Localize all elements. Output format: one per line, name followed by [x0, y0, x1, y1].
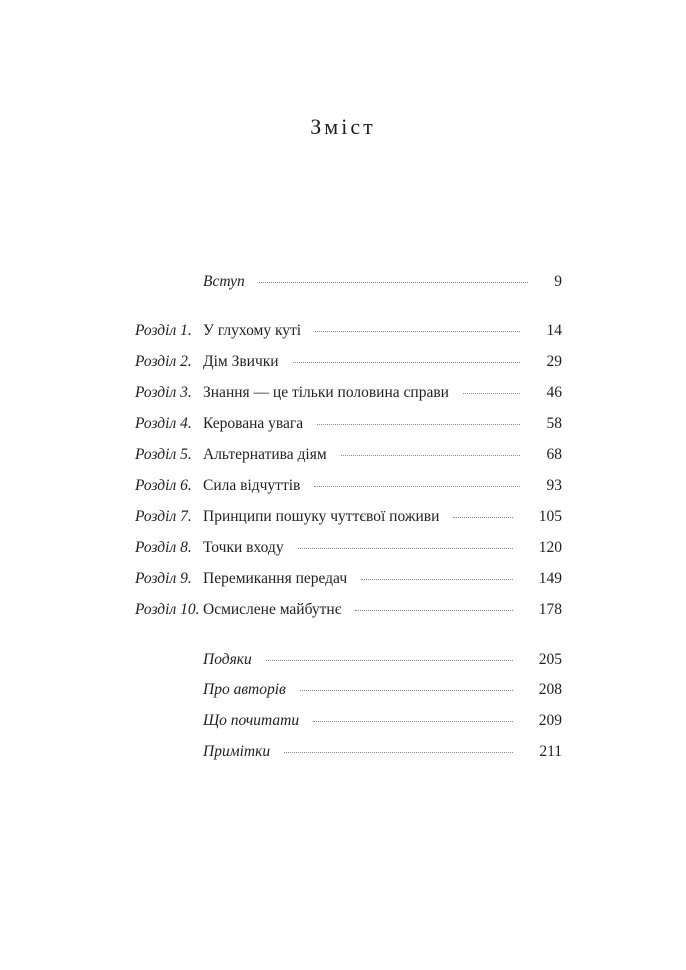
toc-entry-notes[interactable] — [0, 741, 686, 763]
toc-page-number: 58 — [546, 415, 562, 432]
toc-entry-title: Сила відчуттів — [203, 477, 301, 494]
toc-page-number: 178 — [538, 601, 562, 618]
toc-entry-body — [203, 537, 513, 559]
toc-entry-chapter-4[interactable] — [0, 413, 686, 435]
toc-entry-body — [203, 320, 520, 342]
page-title: Зміст — [310, 114, 376, 139]
chapter-label: Розділ 4. — [135, 415, 192, 432]
chapter-label: Розділ 10. — [135, 601, 200, 618]
toc-entry-body — [203, 710, 513, 732]
toc-page-number: 149 — [538, 570, 562, 587]
toc-entry-body — [203, 351, 520, 373]
leader-dots — [355, 610, 513, 611]
toc-entry-about-authors[interactable] — [0, 679, 686, 701]
toc-entry-intro[interactable] — [0, 271, 686, 293]
toc-entry-chapter-3[interactable] — [0, 382, 686, 404]
toc-entry-chapter-8[interactable] — [0, 537, 686, 559]
toc-entry-body — [203, 475, 520, 497]
leader-dots — [293, 362, 520, 363]
chapter-label: Розділ 6. — [135, 477, 192, 494]
toc-page-number: 105 — [538, 508, 562, 525]
chapter-label: Розділ 8. — [135, 539, 192, 556]
toc-entry-chapter-6[interactable] — [0, 475, 686, 497]
chapter-label: Розділ 2. — [135, 353, 192, 370]
toc-entry-title: Точки входу — [203, 539, 284, 556]
toc-entry-title: Знання — це тільки половина справи — [203, 384, 449, 401]
toc-entry-title: Вступ — [203, 273, 245, 290]
toc-entry-chapter-10[interactable] — [0, 599, 686, 621]
toc-entry-title: Принципи пошуку чуттєвої поживи — [203, 508, 440, 525]
toc-entry-title: Перемикання передач — [203, 570, 348, 587]
chapter-label: Розділ 3. — [135, 384, 192, 401]
toc-entry-further-reading[interactable] — [0, 710, 686, 732]
chapter-label: Розділ 7. — [135, 508, 192, 525]
toc-entry-body — [203, 271, 528, 293]
toc-page-number: 14 — [546, 322, 562, 339]
toc-entry-body — [203, 413, 520, 435]
toc-page-number: 208 — [538, 681, 562, 698]
leader-dots — [453, 517, 513, 518]
toc-entry-title: Подяки — [203, 651, 252, 668]
leader-dots — [314, 486, 520, 487]
toc-entry-body — [203, 599, 513, 621]
toc-entry-acknowledgements[interactable] — [0, 649, 686, 671]
toc-entry-chapter-2[interactable] — [0, 351, 686, 373]
toc-page-number: 68 — [546, 446, 562, 463]
toc-entry-body — [203, 506, 513, 528]
toc-entry-title: Що почитати — [203, 712, 300, 729]
chapter-label: Розділ 1. — [135, 322, 192, 339]
toc-entry-body — [203, 568, 513, 590]
leader-dots — [361, 579, 513, 580]
toc-page-number: 93 — [546, 477, 562, 494]
toc-page-number: 120 — [538, 539, 562, 556]
toc-entry-chapter-1[interactable] — [0, 320, 686, 342]
toc-page-number: 9 — [554, 273, 562, 290]
leader-dots — [315, 331, 520, 332]
leader-dots — [259, 282, 528, 283]
toc-entry-body — [203, 444, 520, 466]
leader-dots — [284, 752, 513, 753]
leader-dots — [300, 690, 513, 691]
toc-page-number: 205 — [538, 651, 562, 668]
toc-entry-chapter-5[interactable] — [0, 444, 686, 466]
toc-entry-title: У глухому куті — [203, 322, 302, 339]
toc-entry-body — [203, 741, 513, 763]
toc-entry-title: Примітки — [203, 743, 271, 760]
toc-entry-body — [203, 649, 513, 671]
toc-entry-chapter-9[interactable] — [0, 568, 686, 590]
toc-entry-title: Дім Звички — [203, 353, 279, 370]
leader-dots — [317, 424, 520, 425]
toc-entry-chapter-7[interactable] — [0, 506, 686, 528]
chapter-label: Розділ 9. — [135, 570, 192, 587]
toc-entry-body — [203, 382, 520, 404]
toc-entry-title: Осмислене майбутнє — [203, 601, 342, 618]
leader-dots — [463, 393, 520, 394]
leader-dots — [313, 721, 513, 722]
toc-entry-body — [203, 679, 513, 701]
leader-dots — [266, 660, 513, 661]
leader-dots — [298, 548, 513, 549]
leader-dots — [341, 455, 520, 456]
chapter-label: Розділ 5. — [135, 446, 192, 463]
toc-page-number: 46 — [546, 384, 562, 401]
toc-page-number: 211 — [539, 743, 562, 760]
toc-entry-title: Керована увага — [203, 415, 304, 432]
toc-entry-title: Про авторів — [203, 681, 286, 698]
toc-page-number: 29 — [546, 353, 562, 370]
toc-page-number: 209 — [538, 712, 562, 729]
toc-entry-title: Альтернатива діям — [203, 446, 327, 463]
